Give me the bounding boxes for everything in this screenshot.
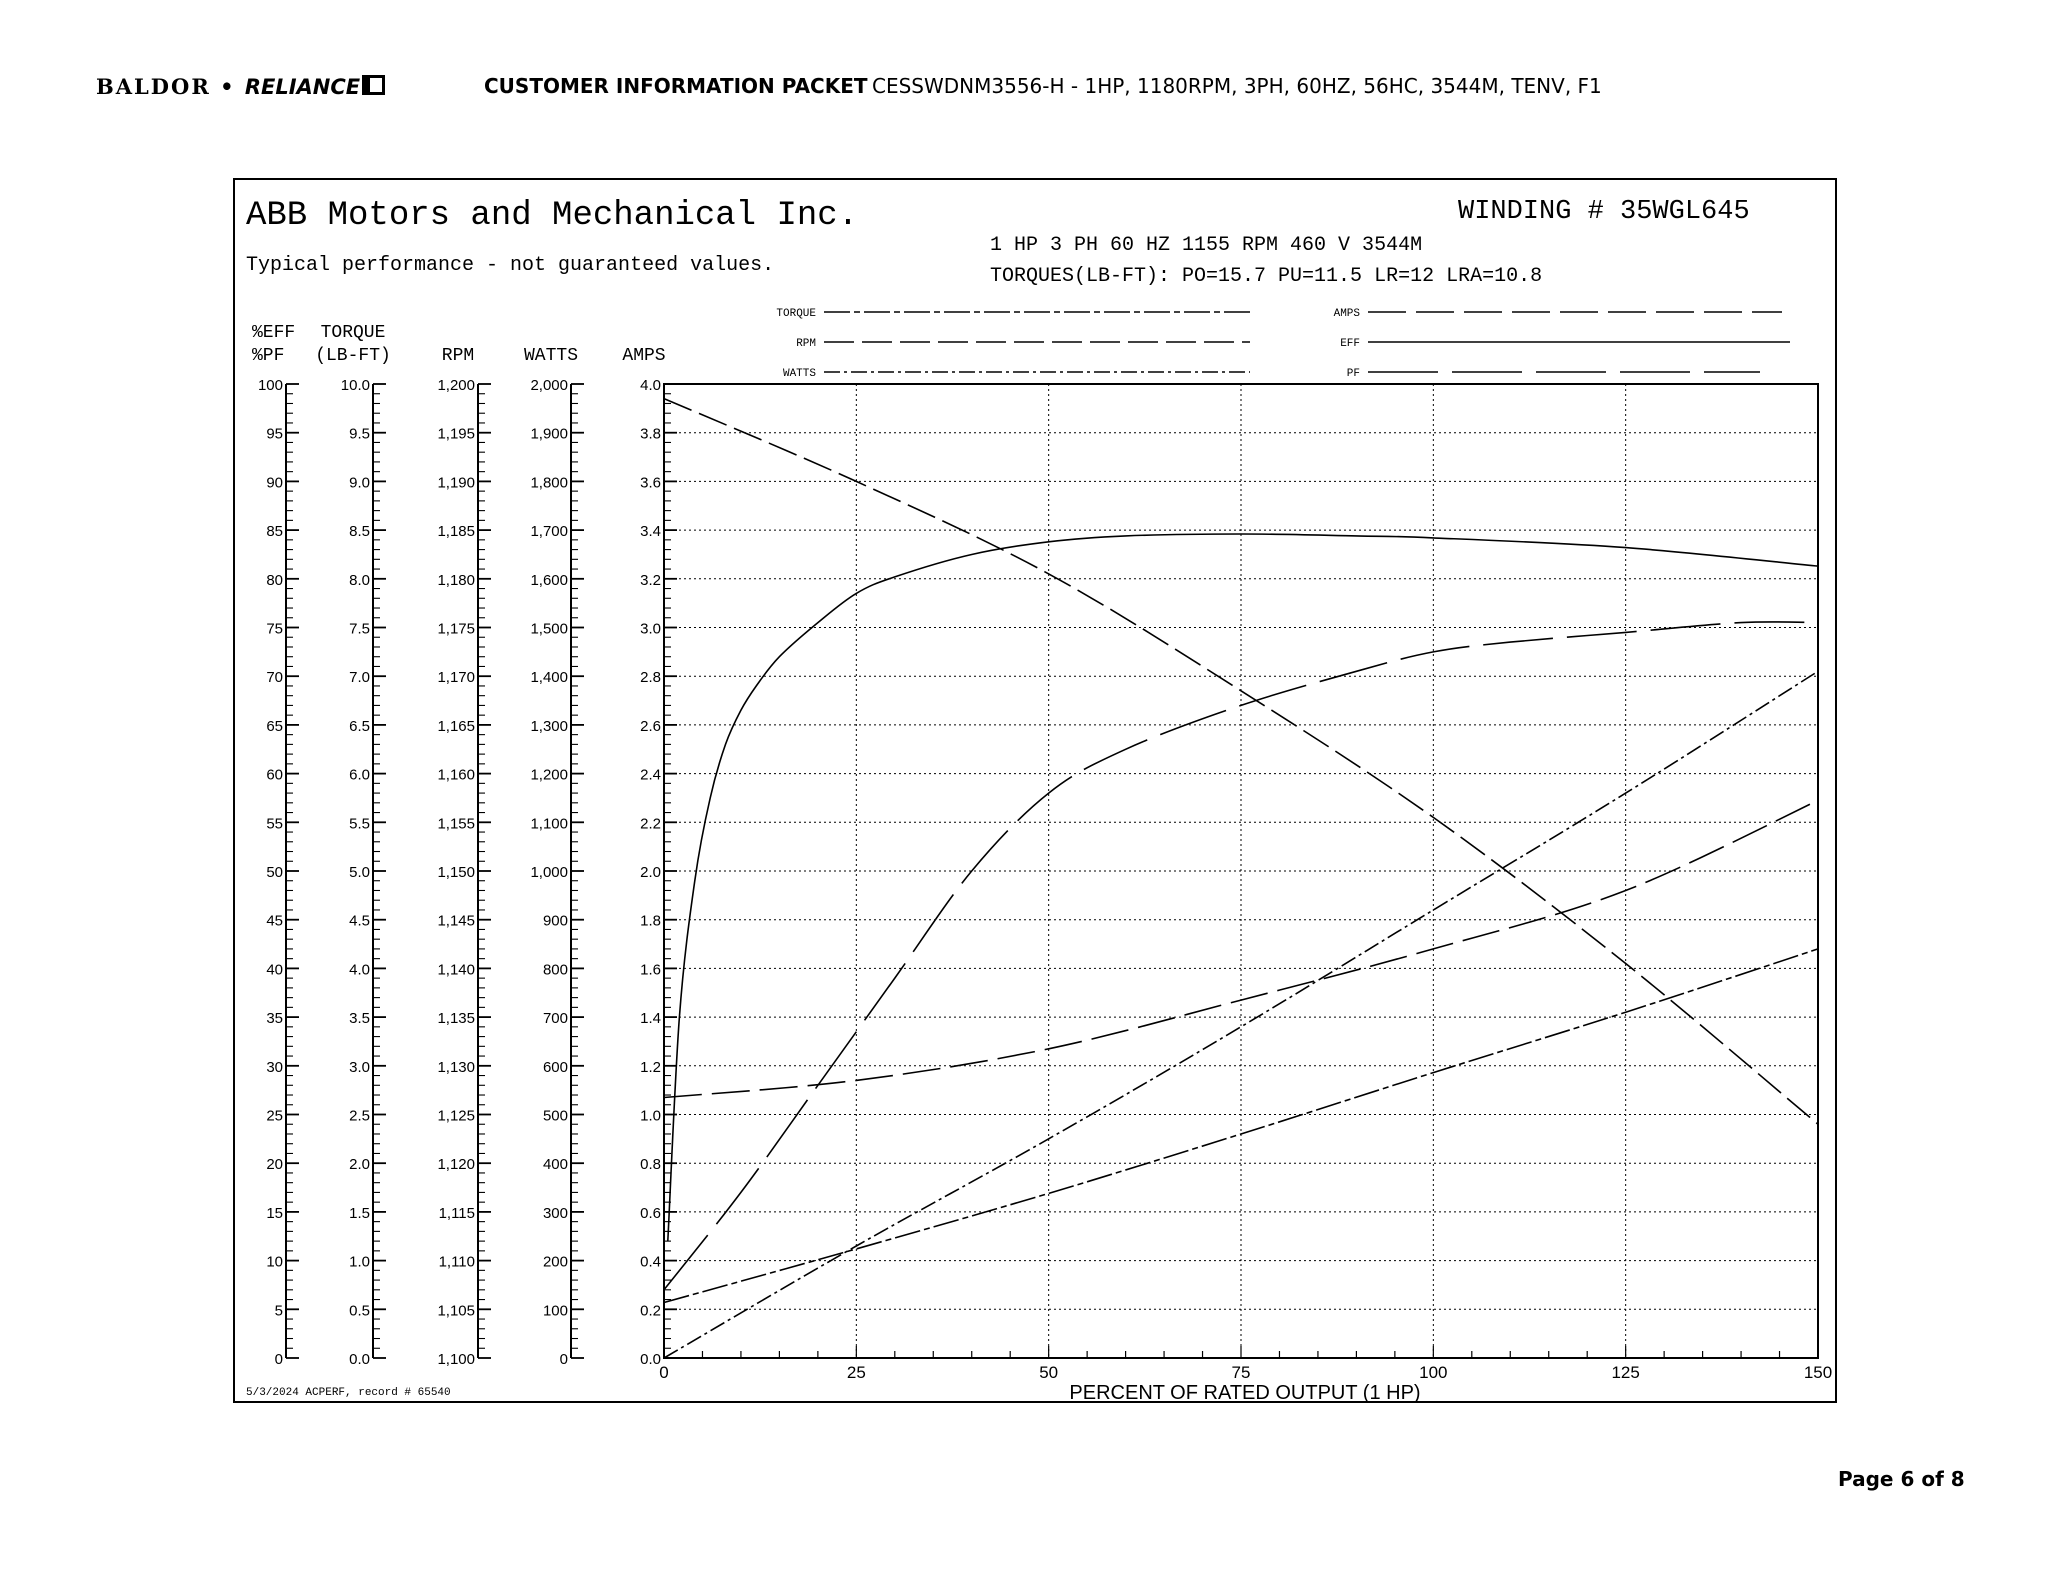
x-tick-label: 100 (1419, 1363, 1448, 1382)
y-tick-label: 2.8 (640, 669, 661, 687)
page-number: Page 6 of 8 (1838, 1467, 1965, 1491)
y-tick-label: 2.2 (640, 815, 661, 833)
x-tick-label: 25 (846, 1363, 866, 1382)
y-tick-label: 1,200 (437, 377, 475, 394)
y-tick-label: 7.5 (349, 620, 370, 638)
y-axis-label: %PF (252, 346, 285, 366)
y-tick-label: 3.2 (640, 571, 661, 589)
y-tick-label: 400 (542, 1156, 568, 1174)
packet-title: CUSTOMER INFORMATION PACKET (484, 74, 868, 98)
y-tick-label: 5 (274, 1302, 283, 1320)
y-tick-label: 1.2 (640, 1058, 661, 1076)
winding-number: WINDING # 35WGL645 (1458, 197, 1750, 227)
x-tick-label: 0 (659, 1363, 669, 1382)
y-axis-label-top: %EFF (252, 323, 296, 343)
y-tick-label: 1.4 (640, 1010, 661, 1028)
y-tick-label: 5.0 (349, 864, 370, 881)
legend-label-eff: EFF (1340, 338, 1360, 350)
y-tick-label: 0.2 (640, 1302, 661, 1320)
y-tick-label: 1,115 (438, 1204, 475, 1222)
y-tick-label: 7.0 (349, 669, 370, 687)
y-tick-label: 70 (266, 669, 283, 687)
y-tick-label: 1,165 (437, 717, 475, 735)
y-tick-label: 65 (266, 717, 283, 735)
y-tick-label: 100 (542, 1302, 568, 1320)
y-tick-label: 20 (266, 1156, 283, 1174)
y-tick-label: 1,195 (437, 425, 475, 443)
y-tick-label: 0.0 (640, 1351, 661, 1368)
y-tick-label: 1,600 (530, 571, 568, 589)
legend-label-amps: AMPS (1333, 308, 1360, 320)
y-tick-label: 0 (274, 1351, 283, 1368)
y-tick-label: 80 (266, 571, 283, 589)
y-tick-label: 1,140 (437, 961, 475, 979)
y-axis-label: WATTS (523, 346, 579, 366)
company-name: ABB Motors and Mechanical Inc. (246, 197, 859, 235)
series-line-eff (668, 534, 1818, 1241)
y-tick-label: 95 (266, 425, 283, 443)
legend-label-pf: PF (1346, 368, 1360, 380)
y-tick-label: 1,180 (437, 571, 475, 589)
y-tick-label: 2.4 (640, 766, 661, 784)
y-tick-label: 3.0 (349, 1058, 370, 1076)
y-tick-label: 1,100 (437, 1351, 475, 1368)
y-tick-label: 1.8 (640, 912, 661, 930)
y-tick-label: 2.0 (349, 1156, 370, 1174)
y-tick-label: 1.5 (349, 1204, 370, 1222)
y-tick-label: 2.0 (640, 864, 661, 881)
x-tick-label: 50 (1039, 1363, 1059, 1382)
y-tick-label: 1,300 (530, 717, 568, 735)
y-tick-label: 1,100 (530, 815, 568, 833)
y-tick-label: 4.0 (640, 377, 661, 394)
y-tick-label: 1,800 (530, 474, 568, 492)
y-tick-label: 600 (542, 1058, 568, 1076)
x-tick-label: 150 (1803, 1363, 1833, 1382)
y-tick-label: 700 (542, 1010, 568, 1028)
y-tick-label: 900 (542, 912, 568, 930)
y-tick-label: 75 (266, 620, 283, 638)
y-tick-label: 8.0 (349, 571, 370, 589)
y-tick-label: 40 (266, 961, 283, 979)
y-tick-label: 1,900 (530, 425, 568, 443)
y-tick-label: 1,145 (437, 912, 475, 930)
y-axis-label: RPM (441, 346, 475, 366)
legend-label-rpm: RPM (796, 338, 816, 350)
y-tick-label: 85 (266, 523, 283, 541)
y-tick-label: 1,190 (437, 474, 475, 492)
y-tick-label: 1,155 (437, 815, 475, 833)
legend-label-watts: WATTS (782, 368, 816, 380)
y-tick-label: 55 (266, 815, 283, 833)
y-tick-label: 2.5 (349, 1107, 370, 1125)
y-tick-label: 8.5 (349, 523, 370, 541)
y-axis-label: AMPS (622, 346, 666, 366)
y-tick-label: 0.5 (349, 1302, 370, 1320)
y-tick-label: 0.8 (640, 1156, 661, 1174)
y-tick-label: 35 (266, 1010, 283, 1028)
y-tick-label: 4.0 (349, 961, 370, 979)
y-tick-label: 3.0 (640, 620, 661, 638)
y-tick-label: 5.5 (349, 815, 370, 833)
y-tick-label: 2.6 (640, 717, 661, 735)
y-tick-label: 3.8 (640, 425, 661, 443)
y-tick-label: 10.0 (340, 377, 370, 394)
torques-line: TORQUES(LB-FT): PO=15.7 PU=11.5 LR=12 LRA=10.8 (990, 265, 1543, 288)
y-axis-label: (LB-FT) (315, 346, 391, 366)
x-tick-label: 75 (1231, 1363, 1251, 1382)
y-tick-label: 3.6 (640, 474, 661, 492)
company-logo: BALDOR • RELIANCE (96, 74, 385, 99)
y-tick-label: 1,125 (437, 1107, 475, 1125)
y-tick-label: 0.6 (640, 1204, 661, 1222)
legend-label-torque: TORQUE (776, 308, 816, 320)
y-tick-label: 300 (542, 1204, 568, 1222)
y-axis-label-top: TORQUE (320, 323, 386, 343)
y-tick-label: 1,185 (437, 523, 475, 541)
y-tick-label: 800 (542, 961, 568, 979)
y-tick-label: 6.5 (349, 717, 370, 735)
y-tick-label: 1.0 (349, 1253, 370, 1271)
y-tick-label: 6.0 (349, 766, 370, 784)
y-tick-label: 1,150 (437, 864, 475, 881)
y-tick-label: 30 (266, 1058, 283, 1076)
y-tick-label: 25 (266, 1107, 283, 1125)
footer-note: 5/3/2024 ACPERF, record # 65540 (246, 1387, 451, 1399)
y-tick-label: 1,000 (530, 864, 568, 881)
y-tick-label: 1.0 (640, 1107, 661, 1125)
y-tick-label: 60 (266, 766, 283, 784)
y-tick-label: 1,400 (530, 669, 568, 687)
x-tick-label: 125 (1611, 1363, 1640, 1382)
y-tick-label: 9.0 (349, 474, 370, 492)
y-tick-label: 3.4 (640, 523, 661, 541)
y-tick-label: 200 (542, 1253, 568, 1271)
rating-line: 1 HP 3 PH 60 HZ 1155 RPM 460 V 3544M (990, 234, 1423, 257)
y-tick-label: 500 (542, 1107, 568, 1125)
y-tick-label: 0.0 (349, 1351, 370, 1368)
y-tick-label: 1.6 (640, 961, 661, 979)
y-tick-label: 1,105 (437, 1302, 475, 1320)
y-tick-label: 15 (266, 1204, 283, 1222)
y-tick-label: 50 (266, 864, 283, 881)
y-tick-label: 3.5 (349, 1010, 370, 1028)
y-tick-label: 45 (266, 912, 283, 930)
y-tick-label: 1,700 (530, 523, 568, 541)
x-axis-label: PERCENT OF RATED OUTPUT (1 HP) (1069, 1382, 1421, 1404)
y-tick-label: 1,500 (530, 620, 568, 638)
y-tick-label: 100 (257, 377, 283, 394)
y-tick-label: 2,000 (530, 377, 568, 394)
subtitle: Typical performance - not guaranteed values. (246, 254, 775, 277)
y-tick-label: 1,175 (437, 620, 475, 638)
y-tick-label: 0.4 (640, 1253, 661, 1271)
y-tick-label: 1,160 (437, 766, 475, 784)
y-tick-label: 1,170 (437, 669, 475, 687)
y-tick-label: 10 (266, 1253, 283, 1271)
y-tick-label: 1,130 (437, 1058, 475, 1076)
y-tick-label: 90 (266, 474, 283, 492)
y-tick-label: 1,120 (437, 1156, 475, 1174)
y-tick-label: 4.5 (349, 912, 370, 930)
model-description: CESSWDNM3556-H - 1HP, 1180RPM, 3PH, 60HZ, 56HC, 3544M, TENV, F1 (872, 74, 1602, 98)
y-tick-label: 1,110 (438, 1253, 475, 1271)
y-tick-label: 1,200 (530, 766, 568, 784)
y-tick-label: 1,135 (437, 1010, 475, 1028)
y-tick-label: 9.5 (349, 425, 370, 443)
y-tick-label: 0 (559, 1351, 568, 1368)
